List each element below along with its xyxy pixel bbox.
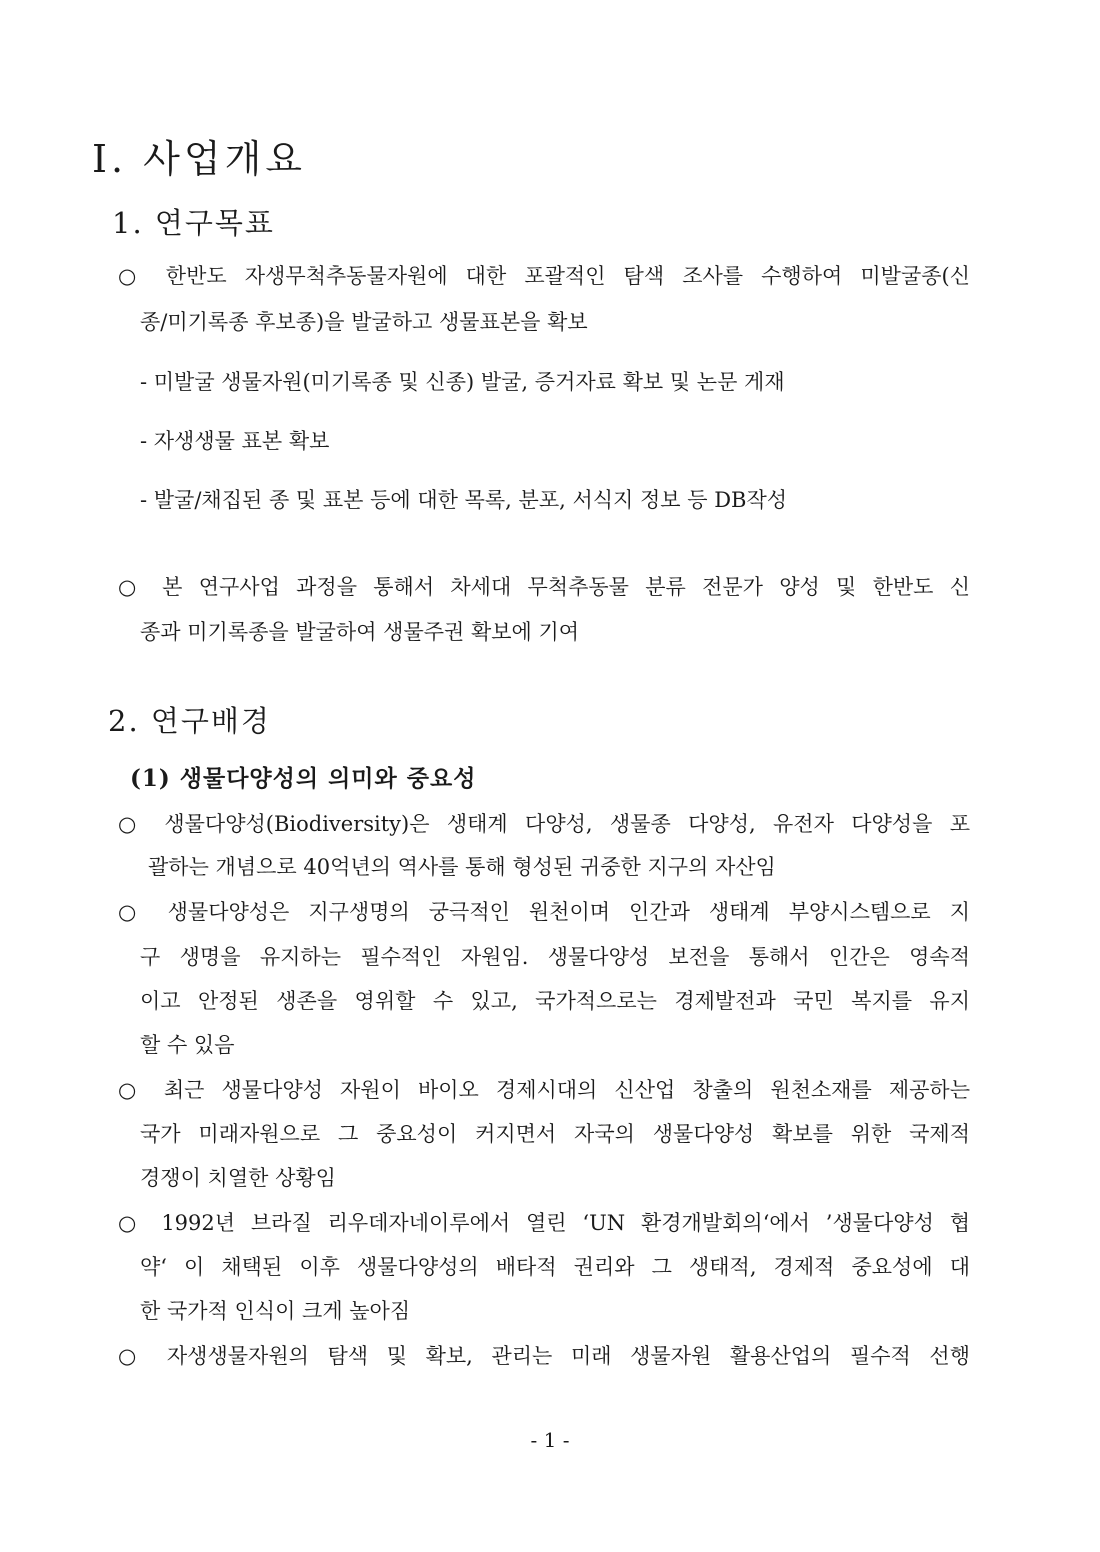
paragraph-line: 할 수 있음	[140, 1033, 235, 1057]
dash-item: - 자생생물 표본 확보	[140, 429, 330, 453]
paragraph-line: 한 국가적 인식이 크게 높아짐	[140, 1299, 411, 1323]
dash-item: - 발굴/채집된 종 및 표본 등에 대한 목록, 분포, 서식지 정보 등 DB작성	[140, 488, 788, 512]
paragraph-line: 국가 미래자원으로 그 중요성이 커지면서 자국의 생물다양성 확보를 위한 국제적	[140, 1122, 970, 1146]
paragraph-line: 경쟁이 치열한 상황임	[140, 1166, 336, 1190]
section-title-research-goal: 1. 연구목표	[112, 206, 275, 240]
paragraph-line: 괄하는 개념으로 40억년의 역사를 통해 형성된 귀중한 지구의 자산임	[148, 855, 776, 879]
paragraph-line: 구 생명을 유지하는 필수적인 자원임. 생물다양성 보전을 통해서 인간은 영속적	[140, 945, 970, 969]
paragraph-line: ○ 본 연구사업 과정을 통해서 차세대 무척추동물 분류 전문가 양성 및 한반도 신	[118, 575, 970, 599]
paragraph-line: ○ 생물다양성(Biodiversity)은 생태계 다양성, 생물종 다양성, 유전자 다양성을 포	[118, 812, 970, 836]
paragraph-line: ○ 생물다양성은 지구생명의 궁극적인 원천이며 인간과 생태계 부양시스템으로 지	[118, 900, 970, 924]
paragraph-line: ○ 1992년 브라질 리우데자네이루에서 열린 ‘UN 환경개발회의‘에서 ’생물다양성 협	[118, 1211, 970, 1235]
paragraph-line: ○ 자생생물자원의 탐색 및 확보, 관리는 미래 생물자원 활용산업의 필수적 선행	[118, 1344, 970, 1368]
paragraph-line: 종/미기록종 후보종)을 발굴하고 생물표본을 확보	[140, 310, 588, 334]
subsection-title: (1) 생물다양성의 의미와 중요성	[130, 765, 477, 792]
page-number: - 1 -	[530, 1428, 570, 1452]
section-title-research-background: 2. 연구배경	[108, 704, 271, 738]
paragraph-line: 종과 미기록종을 발굴하여 생물주권 확보에 기여	[140, 620, 580, 644]
paragraph-line: 이고 안정된 생존을 영위할 수 있고, 국가적으로는 경제발전과 국민 복지를 유지	[140, 989, 970, 1013]
paragraph-line: ○ 최근 생물다양성 자원이 바이오 경제시대의 신산업 창출의 원천소재를 제공하는	[118, 1078, 970, 1102]
paragraph-line: ○ 한반도 자생무척추동물자원에 대한 포괄적인 탐색 조사를 수행하여 미발굴종(신	[118, 264, 970, 288]
chapter-heading: Ⅰ. 사업개요	[92, 137, 307, 181]
paragraph-line: 약‘ 이 채택된 이후 생물다양성의 배타적 권리와 그 생태적, 경제적 중요성에 대	[140, 1255, 970, 1279]
dash-item: - 미발굴 생물자원(미기록종 및 신종) 발굴, 증거자료 확보 및 논문 게재	[140, 370, 785, 394]
